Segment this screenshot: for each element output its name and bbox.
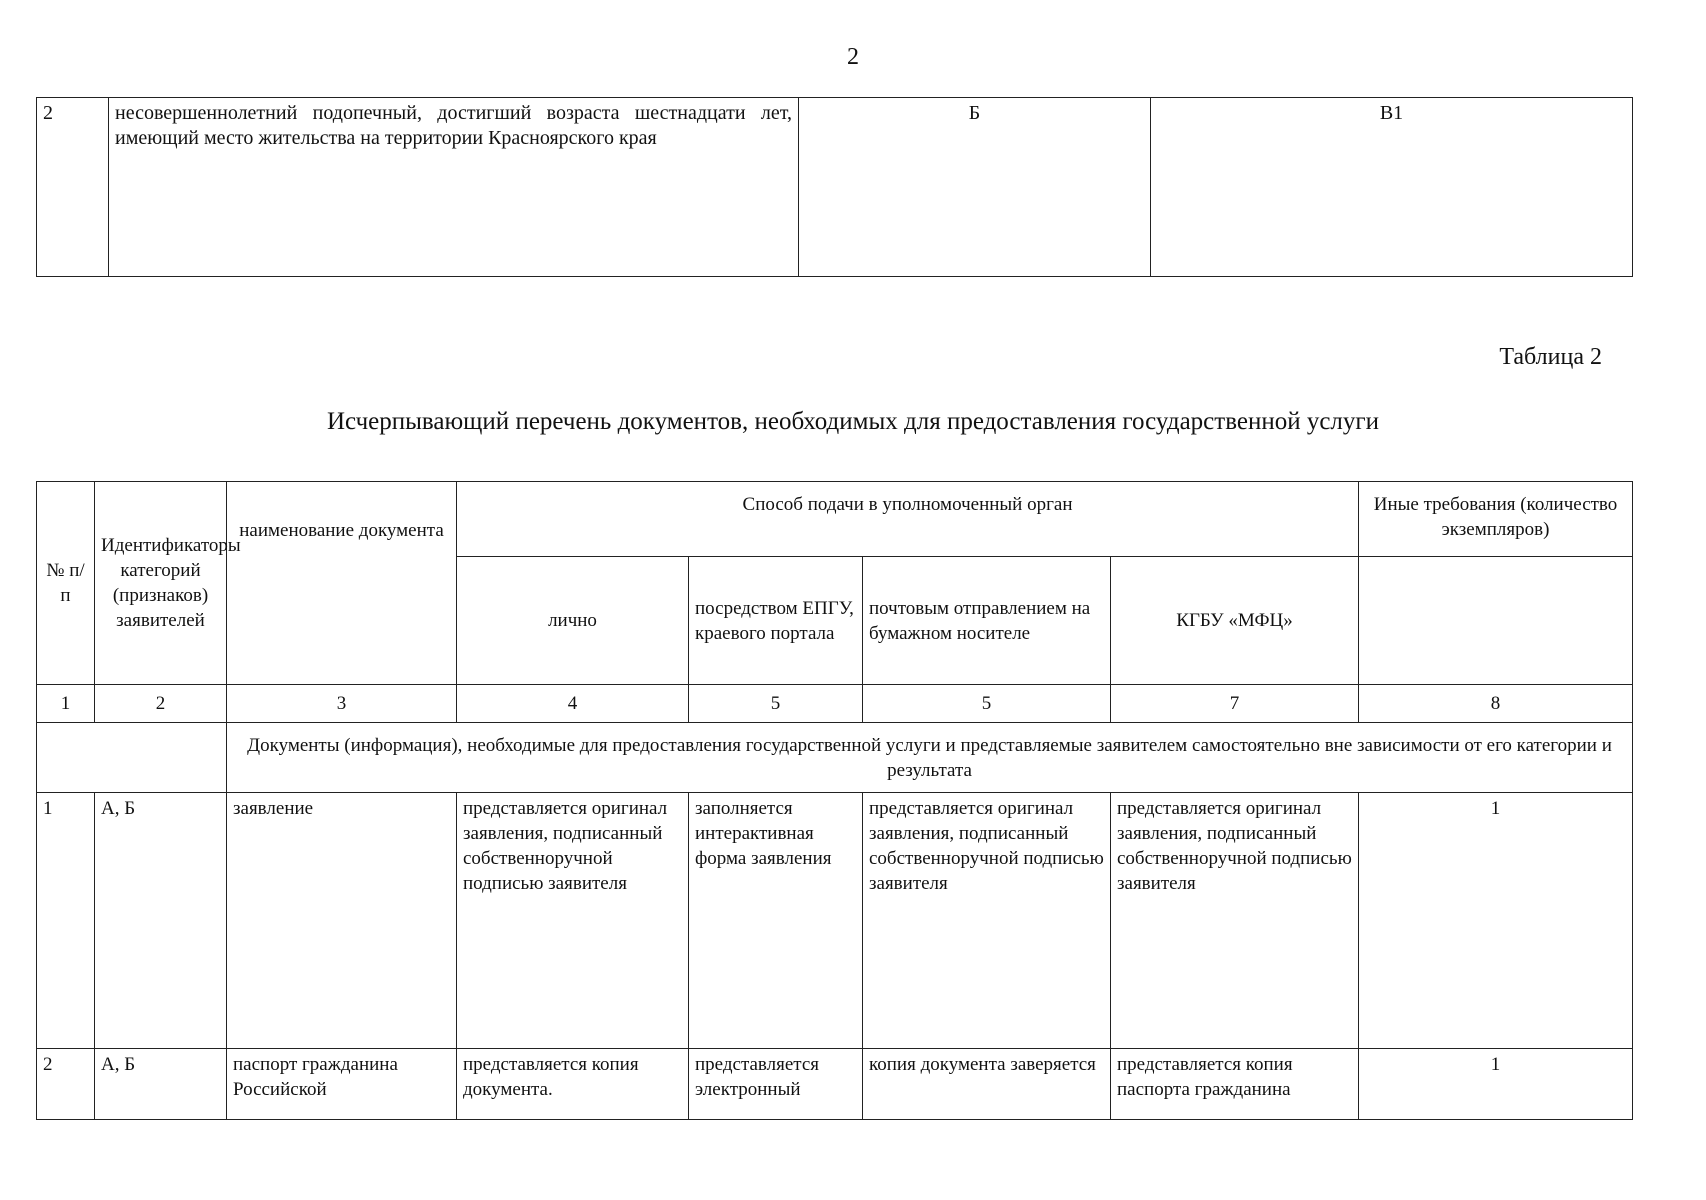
column-number: 2: [95, 685, 227, 723]
cell-value: В1: [1151, 98, 1633, 277]
table-title: Исчерпывающий перечень документов, необходимых для предоставления государственной услуги: [326, 408, 1380, 435]
header-document-name: наименование документа: [227, 482, 457, 685]
header-ids: Идентификаторы категорий (признаков) заявителей: [95, 482, 227, 685]
page-number: 2: [847, 44, 859, 70]
category-table-continuation: [36, 97, 1633, 277]
column-number: 5: [863, 685, 1111, 723]
row-document-name: заявление: [227, 793, 457, 1049]
documents-table: [36, 481, 1633, 1120]
column-number: 4: [457, 685, 689, 723]
header-other-requirements: Иные требования (количество экземпляров): [1359, 482, 1633, 557]
row-number: 2: [37, 1049, 95, 1120]
table-row: [37, 1049, 1633, 1120]
row-mfc: представляется оригинал заявления, подписанный собственноручной подписью заявителя: [1111, 793, 1359, 1049]
column-number: 1: [37, 685, 95, 723]
header-epgu: посредством ЕПГУ, краевого портала: [689, 557, 863, 685]
row-mfc: представляется копия паспорта гражданина: [1111, 1049, 1359, 1120]
row-other: 1: [1359, 1049, 1633, 1120]
row-number: 2: [37, 98, 109, 277]
row-other: 1: [1359, 793, 1633, 1049]
header-empty: [1359, 557, 1633, 685]
table-label: Таблица 2: [1499, 344, 1602, 370]
row-personal: представляется оригинал заявления, подписанный собственноручной подписью заявителя: [457, 793, 689, 1049]
column-number: 3: [227, 685, 457, 723]
header-personal: лично: [457, 557, 689, 685]
section-empty: [37, 723, 227, 793]
column-number: 8: [1359, 685, 1633, 723]
table-row: [37, 98, 1633, 277]
row-ids: А, Б: [95, 1049, 227, 1120]
section-heading: Документы (информация), необходимые для предоставления государственной услуги и представляемые заявителем самостоятельно вне зависимости от его категории и результата: [227, 723, 1633, 793]
row-personal: представляется копия документа.: [457, 1049, 689, 1120]
header-mfc: КГБУ «МФЦ»: [1111, 557, 1359, 685]
row-ids: А, Б: [95, 793, 227, 1049]
category-description: несовершеннолетний подопечный, достигший возраста шестнадцати лет, имеющий место жительства на территории Красноярского края: [109, 98, 799, 277]
row-post: представляется оригинал заявления, подписанный собственноручной подписью заявителя: [863, 793, 1111, 1049]
row-epgu: представляется электронный: [689, 1049, 863, 1120]
row-document-name: паспорт гражданина Российской: [227, 1049, 457, 1120]
row-post: копия документа заверяется: [863, 1049, 1111, 1120]
column-number: 7: [1111, 685, 1359, 723]
table-row: [37, 793, 1633, 1049]
header-submission-method: Способ подачи в уполномоченный орган: [457, 482, 1359, 557]
header-num: № п/п: [37, 482, 95, 685]
header-post: почтовым отправлением на бумажном носителе: [863, 557, 1111, 685]
column-number: 5: [689, 685, 863, 723]
header-row: [37, 482, 1633, 557]
section-row: [37, 723, 1633, 793]
row-epgu: заполняется интерактивная форма заявления: [689, 793, 863, 1049]
column-number-row: [37, 685, 1633, 723]
cell-value: Б: [799, 98, 1151, 277]
row-number: 1: [37, 793, 95, 1049]
